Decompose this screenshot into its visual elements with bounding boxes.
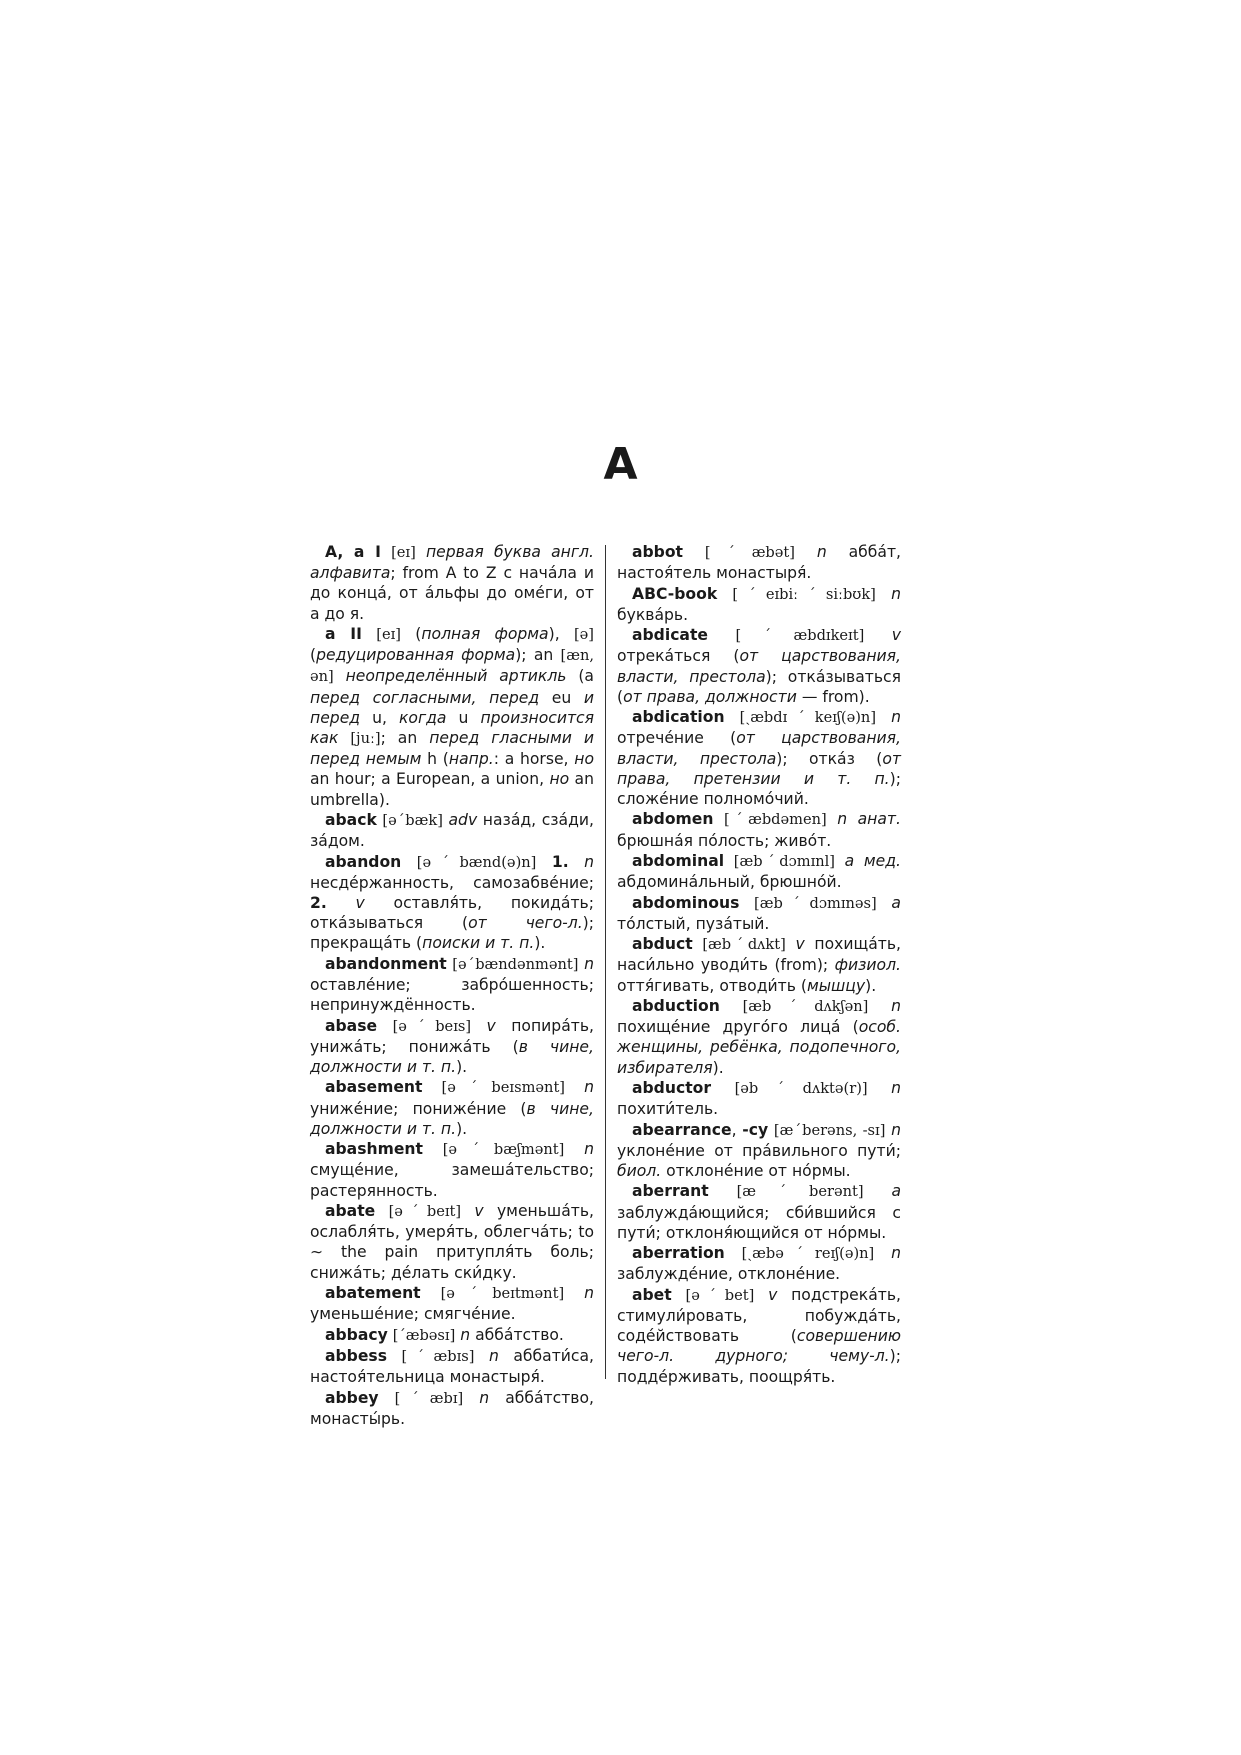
entry-text	[868, 1079, 892, 1097]
italic-label: от царствования, власти, престола	[617, 647, 901, 686]
headword: abduction	[632, 996, 720, 1015]
italic-label: v	[355, 894, 365, 913]
italic-label: мышцу	[806, 976, 866, 995]
entry-text: абба́т, настоя́тель монастыря́.	[617, 543, 901, 583]
dictionary-entry	[310, 852, 594, 954]
transcription: [ə]	[573, 626, 594, 643]
dictionary-entry	[617, 851, 901, 892]
entry-text	[868, 997, 891, 1015]
headword: abbacy	[325, 1325, 388, 1344]
transcription: [æbˊdʌkt]	[702, 936, 786, 954]
italic-label: n	[460, 1325, 471, 1344]
entry-text	[874, 1244, 891, 1262]
entry-text: ).	[456, 1119, 468, 1138]
entry-text: подстрека́ть, стимули́ровать, побужда́ть, соде́йствовать (	[617, 1285, 901, 1346]
entry-text: ).	[865, 976, 877, 995]
entry-text	[835, 852, 845, 870]
italic-label: редуцированная форма	[316, 646, 516, 665]
headword: abandonment	[325, 954, 447, 973]
headword: aberration	[632, 1244, 725, 1263]
headword: abate	[325, 1202, 376, 1220]
entry-text: наза́д, сза́ди, за́дом.	[310, 811, 594, 851]
entry-text: отрека́ться (	[617, 647, 740, 666]
italic-label: v	[486, 1016, 496, 1035]
entry-text: оставле́ние; забро́шенность; непринуждённость.	[310, 976, 594, 1015]
dictionary-entry	[617, 1181, 901, 1243]
entry-text: ).	[456, 1058, 468, 1077]
headword: abdomen	[632, 810, 714, 829]
transcription: [ˊæbət]	[704, 544, 795, 561]
italic-label: a мед.	[844, 851, 901, 870]
entry-text: то́лстый, пуза́тый.	[617, 914, 770, 933]
dictionary-entry	[617, 1285, 901, 1387]
headword: abdominal	[632, 851, 725, 870]
entry-text: уменьша́ть, ослабля́ть, умеря́ть, облегча́ть; to ∼ the pain притупля́ть боль; снижа́ть; де́лать ски́дку.	[310, 1202, 594, 1282]
entry-text: ; from A to Z с нача́ла и до конца́, от а́льфы до оме́ги, от а до я.	[310, 564, 594, 623]
dictionary-entry	[617, 893, 901, 934]
italic-label: n	[891, 708, 901, 727]
italic-label: adv	[448, 811, 478, 830]
italic-label: n	[891, 1120, 901, 1139]
headword: abdominous	[632, 893, 740, 912]
entry-text: абдомина́льный, брюшно́й.	[617, 873, 842, 892]
entry-text: an umbrella).	[310, 770, 594, 809]
italic-label: от права, должности	[623, 687, 797, 706]
headword: abdication	[632, 708, 725, 727]
dictionary-entry	[310, 1016, 594, 1078]
transcription: [əˊbeɪt]	[388, 1203, 462, 1220]
entry-text: ; an	[380, 729, 430, 748]
entry-text: отклоне́ние от но́рмы.	[661, 1161, 851, 1180]
transcription: [ˏæbdɪˊkeɪʃ(ə)n]	[739, 709, 877, 727]
headword: ABC-book	[632, 584, 718, 603]
italic-label: неопределённый артикль	[345, 667, 567, 686]
transcription: [əˊbæk]	[382, 812, 443, 830]
transcription: [ˊæbdəmen]	[724, 811, 827, 829]
italic-label: v	[768, 1285, 778, 1304]
transcription: [əˊbændənmənt]	[452, 955, 579, 973]
entry-text	[474, 1347, 489, 1365]
dictionary-entry	[310, 1283, 594, 1324]
dictionary-entry	[617, 1243, 901, 1284]
dictionary-entry	[310, 1325, 594, 1346]
italic-label: n	[891, 1078, 901, 1097]
italic-label: напр.	[448, 750, 494, 769]
entry-text: заблужде́ние, отклоне́ние.	[617, 1265, 841, 1284]
italic-label: в чине, должности и т. п.	[310, 1099, 594, 1138]
italic-label: n анат.	[837, 810, 901, 829]
italic-label: биол.	[617, 1161, 662, 1180]
transcription: [ˊæbɪ]	[394, 1389, 464, 1407]
entry-text: u	[446, 708, 481, 727]
entry-text: — from).	[796, 687, 870, 706]
dictionary-entry	[310, 542, 594, 624]
entry-text: ,	[731, 1120, 743, 1139]
entry-text: отрече́ние (	[617, 729, 737, 748]
entry-text: ),	[548, 625, 574, 643]
headword: -cy	[742, 1120, 769, 1139]
entry-text	[693, 935, 703, 953]
italic-label: поиски и т. п.	[422, 934, 535, 953]
italic-label: n	[584, 954, 594, 973]
transcription: [ˊæbdɪkeɪt]	[735, 627, 865, 645]
entry-text	[708, 626, 735, 644]
transcription: [ˏæbəˊreɪʃ(ə)n]	[741, 1245, 875, 1263]
headword: abdicate	[632, 626, 708, 645]
entry-text	[565, 1078, 584, 1096]
entry-text: уменьше́ние; смягче́ние.	[310, 1305, 516, 1324]
dictionary-entry	[617, 1120, 901, 1182]
entry-text: смуще́ние, замеша́тельство; растерянность.	[310, 1161, 594, 1200]
entry-text: eu	[539, 688, 584, 707]
dictionary-entry	[310, 1201, 594, 1283]
italic-label: v	[474, 1202, 484, 1220]
entry-text	[327, 894, 356, 912]
transcription: [əˊbæʃmənt]	[442, 1141, 565, 1159]
transcription: [ˊæbəsɪ]	[392, 1326, 456, 1344]
entry-text	[827, 810, 838, 828]
transcription: [əˊbet]	[685, 1286, 755, 1304]
entry-text	[709, 1182, 737, 1200]
headword: abearrance	[632, 1120, 732, 1139]
headword: abbot	[632, 543, 684, 561]
headword: abbess	[325, 1346, 387, 1365]
entry-text	[717, 585, 732, 603]
entry-text	[569, 853, 584, 871]
entry-text	[683, 543, 705, 561]
italic-label: n	[584, 1284, 594, 1302]
italic-label: n	[584, 852, 594, 871]
entry-text: аббати́са, настоя́тельница монастыря́.	[310, 1346, 594, 1387]
dictionary-entry	[310, 810, 594, 851]
entry-text	[379, 1389, 395, 1407]
entry-text: похище́ние друго́го лица́ (	[617, 1018, 859, 1037]
entry-text	[401, 853, 416, 871]
italic-label: v	[795, 935, 805, 954]
entry-text: ); отка́з (	[776, 749, 883, 768]
italic-label: a	[891, 893, 901, 912]
transcription: [juː]	[350, 730, 381, 748]
italic-label: n	[891, 996, 901, 1015]
entry-text: оставля́ть, покида́ть; отка́зываться (	[310, 894, 594, 933]
italic-label: от царствования, власти, престола	[617, 729, 901, 768]
entry-text	[338, 729, 350, 747]
entry-text: ).	[534, 934, 546, 953]
entry-text: униже́ние; пониже́ние (	[310, 1099, 527, 1118]
entry-text: абба́тство, монасты́рь.	[310, 1388, 594, 1428]
dictionary-entry	[617, 625, 901, 707]
italic-label: физиол.	[834, 956, 901, 975]
headword: abashment	[325, 1140, 423, 1159]
entry-text	[672, 1286, 686, 1304]
transcription: [æˊberəns, -sɪ]	[773, 1121, 886, 1139]
italic-label: но	[574, 750, 594, 769]
headword: abase	[325, 1016, 378, 1035]
entry-text	[725, 708, 740, 726]
dictionary-entry	[617, 1078, 901, 1119]
dictionary-entry	[310, 1139, 594, 1201]
entry-text	[724, 852, 734, 870]
headword: aback	[325, 811, 377, 830]
italic-label: v	[891, 626, 901, 645]
entry-text	[720, 997, 743, 1015]
entry-text	[786, 935, 796, 953]
transcription: [əˊbeɪtmənt]	[440, 1285, 565, 1302]
italic-label: но	[549, 770, 570, 789]
entry-text	[564, 1284, 584, 1302]
dictionary-entry	[310, 624, 594, 810]
entry-text: (	[400, 625, 422, 643]
entry-text: ); an	[515, 646, 561, 665]
entry-text: заблужда́ющийся; сби́вшийся с пути́; отклоня́ющийся от но́рмы.	[617, 1203, 901, 1242]
italic-label: n	[479, 1388, 490, 1407]
headword: abduct	[632, 935, 693, 954]
headword: abbey	[325, 1388, 379, 1407]
entry-text: ); отка́зываться (	[617, 667, 901, 706]
italic-label: перед гласными и перед немым	[310, 729, 594, 769]
italic-label: n	[816, 543, 827, 561]
entry-text: похища́ть, наси́льно уводи́ть (from);	[617, 935, 901, 975]
entry-text	[725, 1244, 742, 1262]
entry-text: (	[310, 646, 317, 665]
dictionary-entry	[617, 809, 901, 850]
dictionary-entry	[617, 584, 901, 625]
headword: 2.	[310, 894, 327, 913]
headword: abasement	[325, 1078, 423, 1097]
dictionary-entry	[310, 1346, 594, 1387]
headword: abet	[632, 1285, 672, 1304]
transcription: [æbˊdɔmɪnl]	[733, 852, 836, 870]
right-column	[617, 542, 901, 1387]
transcription: [əbˊdʌktə(r)]	[734, 1079, 868, 1097]
italic-label: n	[891, 1244, 901, 1263]
entry-text	[739, 894, 754, 912]
entry-text: несде́ржанность, самозабве́ние;	[310, 873, 594, 892]
left-column	[310, 542, 594, 1429]
entry-text	[711, 1079, 735, 1097]
transcription: [əˊbeɪs]	[392, 1017, 472, 1035]
dictionary-entry	[617, 934, 901, 996]
entry-text: буква́рь.	[617, 605, 689, 624]
entry-text: ); прекраща́ть (	[310, 914, 595, 953]
entry-text: ); сложе́ние полномо́чий.	[617, 769, 901, 808]
dictionary-entry	[310, 1077, 594, 1139]
transcription: [eɪ]	[391, 544, 416, 561]
entry-text	[714, 810, 725, 828]
headword: abductor	[632, 1078, 712, 1097]
transcription: [æˊberənt]	[736, 1183, 864, 1201]
transcription: [æbˊdʌkʃən]	[742, 997, 869, 1015]
entry-text	[422, 1078, 441, 1096]
entry-text: абба́тство.	[470, 1325, 564, 1344]
transcription: [æn, ən]	[310, 647, 594, 686]
entry-text: похити́тель.	[617, 1100, 719, 1119]
entry-text	[877, 894, 892, 912]
transcription: [əˊbeɪsmənt]	[441, 1079, 565, 1097]
dictionary-entry	[617, 707, 901, 809]
headword: abatement	[325, 1284, 421, 1302]
entry-text	[795, 543, 817, 561]
entry-text	[564, 1140, 584, 1158]
entry-text	[423, 1140, 443, 1158]
transcription: [ˊæbɪs]	[401, 1347, 475, 1365]
entry-text	[461, 1202, 474, 1220]
italic-label: n	[488, 1346, 499, 1365]
entry-text: уклоне́ние от пра́вильного пути́;	[617, 1141, 901, 1160]
dictionary-entry	[310, 954, 594, 1016]
transcription: [əˊbænd(ə)n]	[416, 853, 537, 871]
entry-text	[375, 1202, 388, 1220]
entry-text	[387, 1347, 402, 1365]
entry-text	[362, 625, 376, 643]
entry-text	[536, 853, 551, 871]
italic-label: в чине, должности и т. п.	[310, 1037, 594, 1077]
entry-text: ); подде́рживать, поощря́ть.	[617, 1347, 901, 1386]
entry-text	[421, 1284, 441, 1302]
entry-text: : a horse,	[493, 750, 575, 769]
headword: 1.	[551, 852, 569, 871]
transcription: [eɪ]	[376, 626, 401, 643]
entry-text	[416, 543, 426, 561]
dictionary-entry	[617, 996, 901, 1078]
italic-label: от права, претензии и т. п.	[617, 749, 901, 788]
italic-label: перед согласными, перед	[310, 688, 540, 707]
entry-text: брюшна́я по́лость; живо́т.	[617, 831, 832, 850]
italic-label: n	[584, 1078, 594, 1097]
entry-text: u,	[360, 708, 399, 727]
transcription: [æbˊdɔmɪnəs]	[754, 894, 877, 912]
italic-label: произносится как	[310, 708, 594, 748]
entry-text	[864, 1182, 892, 1200]
entry-text: ).	[712, 1058, 724, 1077]
italic-label: особ. женщины, ребёнка, подопечного, избирателя	[617, 1018, 901, 1077]
entry-text: оття́гивать, отводи́ть (	[617, 976, 807, 995]
entry-text: h (	[421, 750, 449, 769]
entry-text	[334, 667, 346, 685]
entry-text: попира́ть, унижа́ть; понижа́ть (	[310, 1016, 594, 1056]
headword: a II	[325, 625, 362, 643]
entry-text	[377, 1017, 392, 1035]
entry-text	[876, 585, 891, 603]
transcription: [ˊeɪbiːˊsiːbʊk]	[732, 585, 876, 603]
entry-text	[381, 543, 391, 561]
italic-label: n	[891, 584, 901, 603]
entry-text	[876, 708, 891, 726]
headword: aberrant	[632, 1182, 709, 1201]
entry-text	[463, 1389, 479, 1407]
dictionary-entry	[617, 542, 901, 583]
italic-label: когда	[399, 708, 447, 727]
section-letter: A	[603, 439, 638, 490]
italic-label: полная форма	[421, 625, 549, 643]
italic-label: и перед	[310, 688, 594, 727]
entry-text	[864, 626, 891, 644]
entry-text	[754, 1286, 768, 1304]
italic-label: n	[584, 1140, 594, 1159]
italic-label: a	[891, 1182, 901, 1201]
headword: A, a I	[325, 543, 381, 561]
headword: abandon	[325, 852, 402, 871]
entry-text	[471, 1017, 486, 1035]
italic-label: первая буква англ. алфавита	[310, 543, 594, 583]
italic-label: совершению чего-л. дурного; чему-л.	[617, 1327, 901, 1366]
entry-text: an hour; a European, a union,	[310, 770, 550, 789]
italic-label: от чего-л.	[468, 914, 583, 933]
dictionary-entry	[310, 1388, 594, 1429]
entry-text: (a	[566, 667, 594, 686]
column-divider	[605, 545, 606, 1379]
